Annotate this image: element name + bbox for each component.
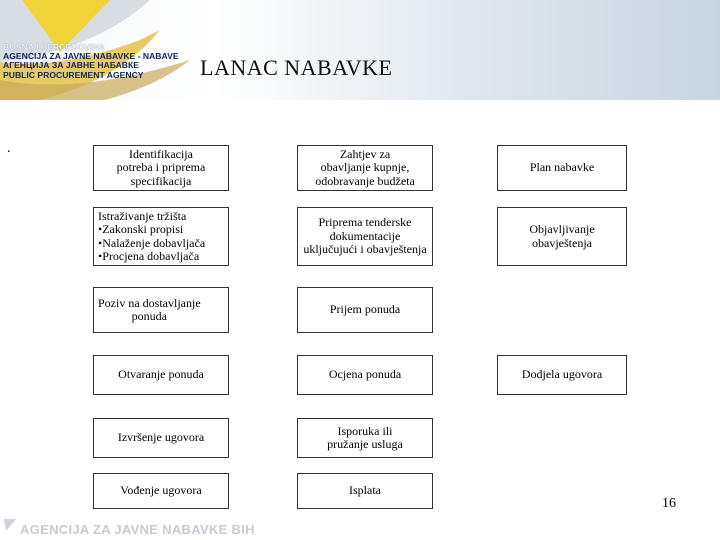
box-line: Priprema tenderske <box>318 215 412 230</box>
box-line: ponuda <box>131 309 167 323</box>
agency-line-country: BOSNA I HERCEGOVINA <box>3 42 105 52</box>
box-line: •Nalaženje dobavljača <box>98 235 206 250</box>
box-line: •Procjena dobavljača <box>98 249 200 263</box>
box-line: Prijem ponuda <box>329 302 401 317</box>
box-istrazivanje <box>93 207 229 266</box>
box-line: Isplata <box>349 483 381 498</box>
box-otvaranje <box>93 355 229 395</box>
box-line: odobravanje budžeta <box>315 173 415 188</box>
header-band <box>0 0 720 100</box>
box-line: Zahtjev za <box>339 146 391 161</box>
agency-name-lines <box>3 43 179 80</box>
box-line: Vođenje ugovora <box>120 483 202 498</box>
footer-agency-text: AGENCIJA ZA JAVNE NABAVKE BIH <box>20 522 255 537</box>
box-priprema-tenderske <box>297 207 433 266</box>
box-vodenje <box>93 473 229 509</box>
page-number: 16 <box>662 496 676 511</box>
footer-agency <box>20 522 255 537</box>
box-line: •Zakonski propisi <box>98 222 184 236</box>
box-izvrsenje <box>93 418 229 458</box>
box-dodjela <box>497 355 627 395</box>
box-line: obavljanje kupnje, <box>320 160 410 175</box>
box-line: specifikacija <box>130 173 192 188</box>
agency-line-english: PUBLIC PROCUREMENT AGENCY <box>3 69 144 80</box>
box-line: potreba i priprema <box>116 160 206 175</box>
box-line: obavještenja <box>532 235 592 250</box>
box-line: Istraživanje tržišta <box>98 208 187 223</box>
box-line: Otvaranje ponuda <box>118 367 204 382</box>
box-line: pružanje usluga <box>327 437 403 451</box>
slide-title: LANAC NABAVKE <box>200 55 393 80</box>
box-line: Isporuka ili <box>337 423 393 438</box>
agency-line-local: AGENCIJA ZA JAVNE NABAVKE - NABAVE <box>3 51 179 62</box>
box-zahtjev <box>297 145 433 191</box>
box-line: Dodjela ugovora <box>521 367 603 382</box>
box-identifikacija <box>93 145 229 191</box>
box-objavljivanje <box>497 207 627 266</box>
box-isporuka <box>297 418 433 458</box>
agency-footer-icon <box>4 519 18 533</box>
box-isplata <box>297 473 433 509</box>
box-line: Ocjena ponuda <box>328 367 402 382</box>
bullet-dot: . <box>7 141 11 156</box>
box-line: dokumentacije <box>329 228 401 243</box>
box-line: uključujući i obavještenja <box>303 242 427 257</box>
box-ocjena <box>297 355 433 395</box>
box-prijem-ponuda <box>297 287 433 333</box>
box-line: Izvršenje ugovora <box>117 430 205 445</box>
box-poziv <box>93 287 229 333</box>
box-line: Plan nabavke <box>529 160 595 175</box>
agency-line-cyrillic: АГЕНЦИЈА ЗА ЈАВНЕ НАБАВКЕ <box>3 60 139 71</box>
box-line: Identifikacija <box>129 146 193 161</box>
box-plan-nabavke <box>497 145 627 191</box>
box-line: Poziv na dostavljanje <box>98 295 201 310</box>
box-line: Objavljivanje <box>529 222 595 236</box>
